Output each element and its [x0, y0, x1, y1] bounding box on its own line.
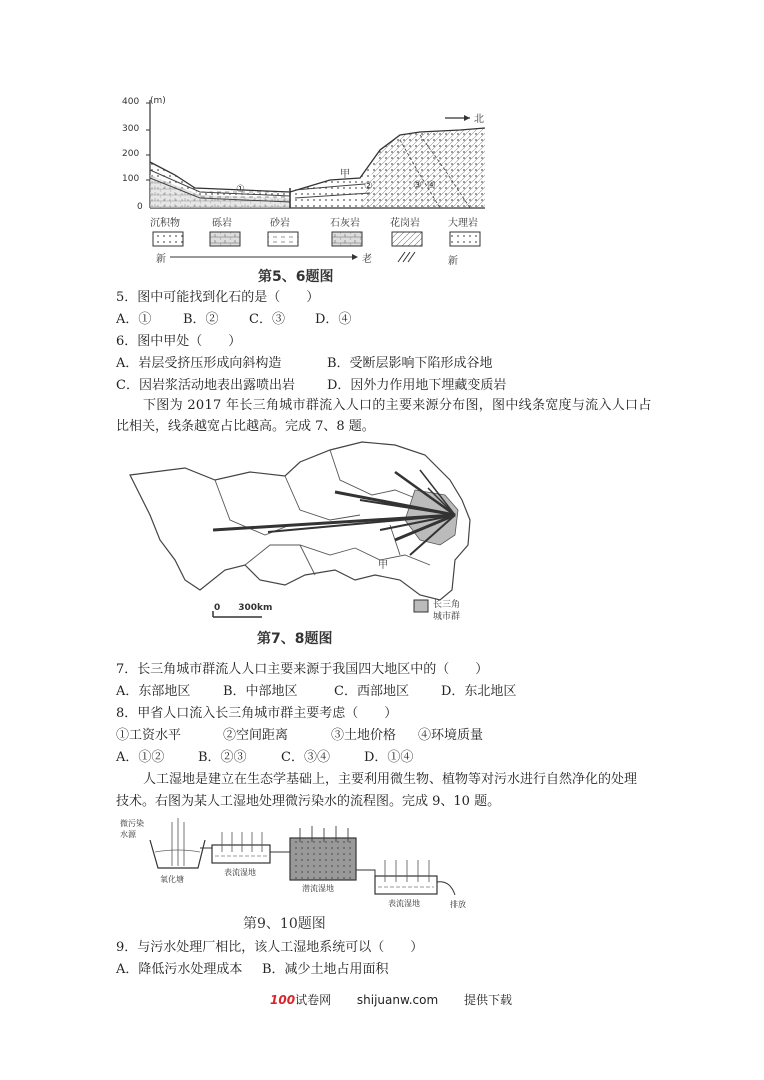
- map-scale: 0 300km: [214, 603, 273, 613]
- q6-option-a: A．岩层受挤压形成向斜构造: [116, 356, 282, 371]
- q8-factor-1: ①工资水平: [116, 728, 182, 743]
- legend-marble: 大理岩: [448, 218, 478, 229]
- y-tick-400: 400: [122, 97, 140, 107]
- q8-option-b: B．②③: [198, 750, 247, 765]
- footer-site-url[interactable]: shijuanw.com: [356, 993, 439, 1007]
- cross-section-diagram: [0, 0, 764, 290]
- question-5-stem: 5．图中可能找到化石的是（ ）: [116, 290, 320, 305]
- q7-option-d: D．东北地区: [441, 684, 517, 699]
- intro-7-8-line1: 下图为 2017 年长三角城市群流入人口的主要来源分布图，图中线条宽度与流入人口占: [143, 398, 652, 413]
- tank-oxidation-pond: 氧化塘: [160, 875, 184, 884]
- circle-3: ③: [413, 180, 422, 191]
- intro-7-8-line2: 比相关，线条越宽占比越高。完成 7、8 题。: [116, 419, 375, 434]
- q8-option-d: D．①④: [364, 750, 414, 765]
- jia-label: 甲: [340, 169, 350, 180]
- q6-option-d: D．因外力作用地下埋藏变质岩: [327, 378, 507, 393]
- age-new: 新: [156, 254, 166, 265]
- map-legend-line1: 长三角: [433, 600, 461, 610]
- q7-option-a: A．东部地区: [116, 684, 191, 699]
- q8-factor-3: ③土地价格: [331, 728, 397, 743]
- question-6-stem: 6．图中甲处（ ）: [116, 334, 242, 349]
- q8-factor-4: ④环境质量: [418, 728, 484, 743]
- map-jia-label: 甲: [378, 560, 388, 571]
- q8-factor-2: ②空间距离: [223, 728, 289, 743]
- q9-option-a: A．降低污水处理成本: [116, 962, 243, 977]
- figure-caption-7-8: 第7、8题图: [257, 631, 333, 647]
- q5-option-a: A．①: [116, 312, 152, 327]
- age-old: 老: [362, 254, 372, 265]
- tank-surface-wetland-2: 表流湿地: [388, 899, 420, 908]
- q8-option-c: C．③④: [281, 750, 330, 765]
- map-legend-line2: 城市群: [433, 612, 461, 622]
- legend-granite: 花岗岩: [390, 218, 420, 229]
- footer-logo: 100: [270, 993, 296, 1007]
- circle-4: ④: [427, 180, 436, 191]
- q7-option-c: C．西部地区: [334, 684, 409, 699]
- q5-option-b: B．②: [183, 312, 219, 327]
- question-8-stem: 8．甲省人口流入长三角城市群主要考虑（ ）: [116, 706, 398, 721]
- legend-sediment: 沉积物: [150, 218, 180, 229]
- q6-option-b: B．受断层影响下陷形成谷地: [327, 356, 493, 371]
- outlet-label: 排放: [450, 900, 466, 909]
- age-new-2: 新: [448, 256, 458, 267]
- y-tick-0: 0: [137, 202, 143, 212]
- q6-option-c: C．因岩浆活动地表出露喷出岩: [116, 378, 295, 393]
- y-tick-300: 300: [122, 124, 140, 134]
- figure-caption-5-6: 第5、6题图: [258, 269, 334, 285]
- q7-option-b: B．中部地区: [223, 684, 298, 699]
- legend-conglomerate: 砾岩: [212, 218, 232, 229]
- q9-option-b: B．减少土地占用面积: [262, 962, 389, 977]
- legend-limestone: 石灰岩: [330, 218, 360, 229]
- intro-9-10-line2: 技术。右图为某人工湿地处理微污染水的流程图。完成 9、10 题。: [116, 794, 501, 809]
- wetland-source-line1: 微污染: [120, 819, 144, 828]
- q8-option-a: A．①②: [116, 750, 165, 765]
- question-7-stem: 7．长三角城市群流人人口主要来源于我国四大地区中的（ ）: [116, 662, 489, 677]
- circle-2: ②: [364, 181, 373, 192]
- wetland-source-line2: 水源: [120, 830, 136, 839]
- intro-9-10-line1: 人工湿地是建立在生态学基础上，主要利用微生物、植物等对污水进行自然净化的处理: [143, 772, 638, 787]
- y-unit: (m): [150, 96, 166, 106]
- y-tick-200: 200: [122, 149, 140, 159]
- figure-caption-9-10: 第9、10题图: [243, 916, 326, 932]
- circle-1: ①: [236, 184, 245, 195]
- question-9-stem: 9．与污水处理厂相比，该人工湿地系统可以（ ）: [116, 940, 424, 955]
- tank-surface-wetland-1: 表流湿地: [224, 868, 256, 877]
- footer-download: 提供下载: [463, 993, 512, 1007]
- q5-option-d: D．④: [315, 312, 352, 327]
- footer: [270, 991, 512, 1008]
- q5-option-c: C．③: [249, 312, 285, 327]
- y-tick-100: 100: [122, 174, 140, 184]
- legend-sandstone: 砂岩: [270, 218, 290, 229]
- tank-subsurface-wetland: 潜流湿地: [302, 884, 334, 893]
- footer-site-cn: 试卷网: [295, 993, 332, 1007]
- north-label: 北: [474, 114, 484, 125]
